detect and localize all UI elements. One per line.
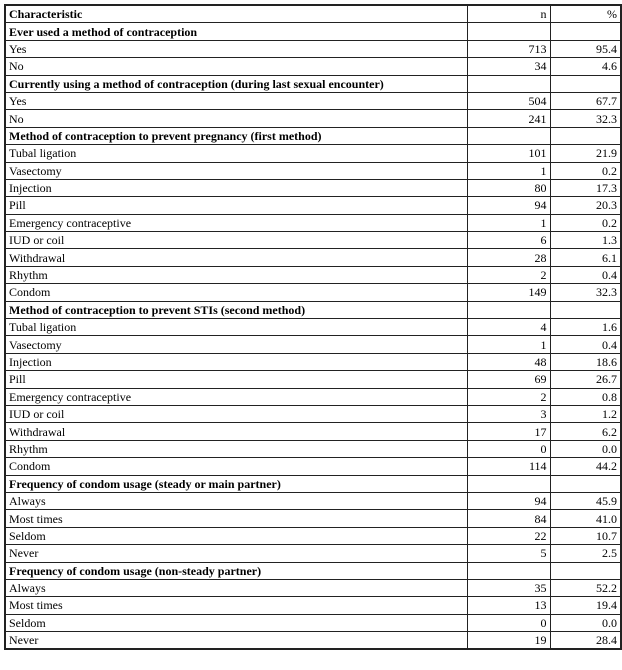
row-n: 713 [467, 40, 550, 57]
table-row [5, 249, 621, 266]
table-row [5, 371, 621, 388]
row-n: 2 [467, 266, 550, 283]
row-n: 28 [467, 249, 550, 266]
row-n: 3 [467, 405, 550, 422]
row-percent: 45.9 [550, 492, 621, 509]
row-label: Pill [5, 371, 467, 388]
row-percent: 0.2 [550, 214, 621, 231]
row-percent: 17.3 [550, 179, 621, 196]
section-title: Method of contraception to prevent pregnancy (first method) [5, 127, 467, 144]
row-percent: 19.4 [550, 597, 621, 614]
row-label: Pill [5, 197, 467, 214]
row-n: 6 [467, 232, 550, 249]
table-row [5, 145, 621, 162]
row-label: Condom [5, 458, 467, 475]
row-label: Seldom [5, 527, 467, 544]
row-percent: 0.0 [550, 440, 621, 457]
table-row [5, 353, 621, 370]
row-percent: 32.3 [550, 110, 621, 127]
empty-cell [467, 127, 550, 144]
section-header-row [5, 301, 621, 318]
empty-cell [550, 475, 621, 492]
contraception-table [4, 4, 622, 650]
row-percent: 32.3 [550, 284, 621, 301]
row-label: IUD or coil [5, 405, 467, 422]
row-n: 19 [467, 632, 550, 650]
row-label: Tubal ligation [5, 319, 467, 336]
table-row [5, 266, 621, 283]
row-label: Withdrawal [5, 249, 467, 266]
row-percent: 26.7 [550, 371, 621, 388]
row-label: Rhythm [5, 440, 467, 457]
row-n: 4 [467, 319, 550, 336]
table-row [5, 440, 621, 457]
row-percent: 0.8 [550, 388, 621, 405]
row-label: IUD or coil [5, 232, 467, 249]
row-n: 114 [467, 458, 550, 475]
table-row [5, 92, 621, 109]
row-n: 35 [467, 579, 550, 596]
section-title: Ever used a method of contraception [5, 23, 467, 40]
row-n: 1 [467, 162, 550, 179]
section-header-row [5, 127, 621, 144]
table-row [5, 545, 621, 562]
row-percent: 0.4 [550, 336, 621, 353]
row-percent: 44.2 [550, 458, 621, 475]
table-row [5, 162, 621, 179]
section-header-row [5, 75, 621, 92]
row-percent: 0.4 [550, 266, 621, 283]
row-percent: 6.2 [550, 423, 621, 440]
table-row [5, 597, 621, 614]
table-row [5, 110, 621, 127]
section-header-row [5, 475, 621, 492]
row-n: 84 [467, 510, 550, 527]
section-header-row [5, 23, 621, 40]
row-label: Tubal ligation [5, 145, 467, 162]
table-header-row [5, 5, 621, 23]
table-row [5, 458, 621, 475]
row-percent: 1.2 [550, 405, 621, 422]
empty-cell [467, 562, 550, 579]
row-percent: 28.4 [550, 632, 621, 650]
row-n: 48 [467, 353, 550, 370]
row-label: No [5, 58, 467, 75]
row-label: Vasectomy [5, 336, 467, 353]
table-row [5, 492, 621, 509]
row-label: Always [5, 492, 467, 509]
row-percent: 18.6 [550, 353, 621, 370]
row-n: 94 [467, 197, 550, 214]
table-row [5, 214, 621, 231]
row-n: 22 [467, 527, 550, 544]
table-row [5, 58, 621, 75]
row-n: 2 [467, 388, 550, 405]
section-title: Currently using a method of contraception (during last sexual encounter) [5, 75, 467, 92]
row-label: Emergency contraceptive [5, 388, 467, 405]
row-percent: 6.1 [550, 249, 621, 266]
empty-cell [550, 562, 621, 579]
row-label: Emergency contraceptive [5, 214, 467, 231]
row-label: No [5, 110, 467, 127]
row-label: Injection [5, 353, 467, 370]
row-label: Withdrawal [5, 423, 467, 440]
empty-cell [550, 127, 621, 144]
row-percent: 10.7 [550, 527, 621, 544]
empty-cell [467, 75, 550, 92]
row-percent: 67.7 [550, 92, 621, 109]
row-label: Most times [5, 510, 467, 527]
row-percent: 1.6 [550, 319, 621, 336]
row-n: 94 [467, 492, 550, 509]
section-title: Method of contraception to prevent STIs (second method) [5, 301, 467, 318]
table-row [5, 614, 621, 631]
row-percent: 20.3 [550, 197, 621, 214]
table-row [5, 510, 621, 527]
row-percent: 95.4 [550, 40, 621, 57]
row-percent: 21.9 [550, 145, 621, 162]
empty-cell [550, 23, 621, 40]
row-n: 13 [467, 597, 550, 614]
table-row [5, 40, 621, 57]
row-percent: 52.2 [550, 579, 621, 596]
table-row [5, 197, 621, 214]
table-row [5, 632, 621, 650]
empty-cell [550, 301, 621, 318]
empty-cell [467, 475, 550, 492]
row-n: 241 [467, 110, 550, 127]
row-n: 5 [467, 545, 550, 562]
row-n: 34 [467, 58, 550, 75]
row-label: Most times [5, 597, 467, 614]
table-row [5, 405, 621, 422]
row-n: 0 [467, 440, 550, 457]
table-row [5, 232, 621, 249]
table-row [5, 284, 621, 301]
table-row [5, 579, 621, 596]
row-percent: 4.6 [550, 58, 621, 75]
row-label: Vasectomy [5, 162, 467, 179]
row-percent: 2.5 [550, 545, 621, 562]
row-n: 1 [467, 336, 550, 353]
header-percent: % [550, 5, 621, 23]
empty-cell [467, 23, 550, 40]
row-percent: 0.0 [550, 614, 621, 631]
table-row [5, 319, 621, 336]
row-label: Rhythm [5, 266, 467, 283]
row-label: Yes [5, 40, 467, 57]
section-title: Frequency of condom usage (steady or main partner) [5, 475, 467, 492]
table-body [5, 5, 621, 649]
row-n: 1 [467, 214, 550, 231]
row-percent: 0.2 [550, 162, 621, 179]
row-label: Never [5, 632, 467, 650]
row-percent: 41.0 [550, 510, 621, 527]
table-row [5, 336, 621, 353]
row-label: Condom [5, 284, 467, 301]
row-label: Always [5, 579, 467, 596]
section-header-row [5, 562, 621, 579]
row-label: Never [5, 545, 467, 562]
table-row [5, 527, 621, 544]
row-percent: 1.3 [550, 232, 621, 249]
section-title: Frequency of condom usage (non-steady partner) [5, 562, 467, 579]
row-n: 149 [467, 284, 550, 301]
row-n: 80 [467, 179, 550, 196]
row-n: 69 [467, 371, 550, 388]
row-n: 101 [467, 145, 550, 162]
table-row [5, 388, 621, 405]
row-label: Yes [5, 92, 467, 109]
row-label: Injection [5, 179, 467, 196]
table-row [5, 179, 621, 196]
row-n: 504 [467, 92, 550, 109]
header-characteristic: Characteristic [5, 5, 467, 23]
row-n: 17 [467, 423, 550, 440]
table-row [5, 423, 621, 440]
row-label: Seldom [5, 614, 467, 631]
empty-cell [550, 75, 621, 92]
row-n: 0 [467, 614, 550, 631]
header-n: n [467, 5, 550, 23]
empty-cell [467, 301, 550, 318]
